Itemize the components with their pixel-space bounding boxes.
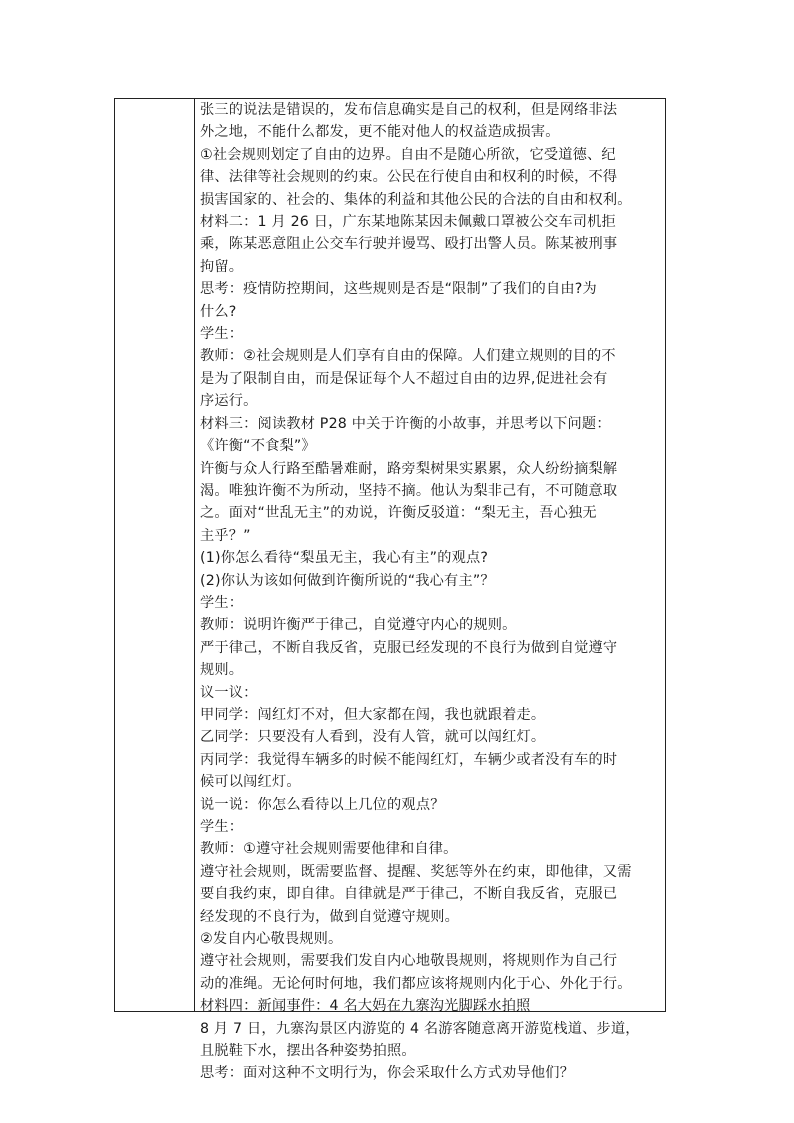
text-line: 8 月 7 日，九寨沟景区内游览的 4 名游客随意离开游览栈道、步道， bbox=[200, 1020, 640, 1037]
text-line: 材料四：新闻事件：4 名大妈在九寨沟光脚踩水拍照 bbox=[200, 998, 531, 1015]
text-line: 规则。 bbox=[200, 662, 244, 679]
text-line: 序运行。 bbox=[200, 393, 258, 410]
text-line: 乙同学：只要没有人看到，没有人管，就可以闯红灯。 bbox=[200, 729, 546, 746]
left-empty-cell bbox=[115, 99, 194, 1011]
text-line: 思考：疫情防控期间，这些规则是否是“限制”了我们的自由?为 bbox=[200, 281, 597, 298]
text-line: 学生： bbox=[200, 326, 244, 343]
text-line: 损害国家的、社会的、集体的利益和其他公民的合法的自由和权利。 bbox=[200, 191, 632, 208]
text-line: 渴。唯独许衡不为所动，坚持不摘。他认为梨非己有，不可随意取 bbox=[200, 482, 618, 499]
text-line: (2)你认为该如何做到许衡所说的“我心有主”？ bbox=[200, 572, 495, 589]
text-line: 外之地，不能什么都发，更不能对他人的权益造成损害。 bbox=[200, 124, 560, 141]
text-line: 是为了限制自由，而是保证每个人不超过自由的边界,促进社会有 bbox=[200, 370, 608, 387]
text-line: 张三的说法是错误的，发布信息确实是自己的权利，但是网络非法 bbox=[200, 102, 618, 118]
text-line: 律、法律等社会规则的约束。公民在行使自由和权利的时候，不得 bbox=[200, 169, 618, 186]
text-line: 严于律己，不断自我反省，克服已经发现的不良行为做到自觉遵守 bbox=[200, 639, 618, 656]
text-line: (1)你怎么看待“梨虽无主，我心有主”的观点? bbox=[200, 550, 489, 567]
text-line: 主乎？” bbox=[200, 527, 251, 544]
text-line: 材料二：1 月 26 日，广东某地陈某因未佩戴口罩被公交车司机拒 bbox=[200, 214, 616, 231]
text-line: 要自我约束，即自律。自律就是严于律己，不断自我反省，克服已 bbox=[200, 886, 618, 903]
text-line: ②发自内心敬畏规则。 bbox=[200, 931, 343, 948]
text-line: 乘，陈某恶意阻止公交车行驶并谩骂、殴打出警人员。陈某被刑事 bbox=[200, 236, 618, 253]
text-line: 动的准绳。无论何时何地，我们都应该将规则内化于心、外化于行。 bbox=[200, 975, 632, 992]
text-line: 思考：面对这种不文明行为，你会采取什么方式劝导他们？ bbox=[200, 1065, 575, 1082]
text-line: 之。面对“世乱无主”的劝说，许衡反驳道：“梨无主，吾心独无 bbox=[200, 505, 597, 522]
text-line: 丙同学：我觉得车辆多的时候不能闯红灯，车辆少或者没有车的时 bbox=[200, 751, 618, 768]
column-divider bbox=[194, 98, 195, 1012]
text-line: 且脱鞋下水，摆出各种姿势拍照。 bbox=[200, 1043, 416, 1060]
text-line: 教师：②社会规则是人们享有自由的保障。人们建立规则的目的不 bbox=[200, 348, 616, 365]
text-line: 遵守社会规则，既需要监督、提醒、奖惩等外在约束，即他律，又需 bbox=[200, 863, 632, 880]
text-line: 许衡与众人行路至酷暑难耐，路旁梨树果实累累，众人纷纷摘梨解 bbox=[200, 460, 618, 477]
text-line: 《许衡“不食梨”》 bbox=[200, 438, 316, 455]
text-line: 议一议： bbox=[200, 684, 258, 701]
text-line: 候可以闯红灯。 bbox=[200, 774, 301, 791]
text-line: ①社会规则划定了自由的边界。自由不是随心所欲，它受道德、纪 bbox=[200, 146, 616, 163]
text-line: 经发现的不良行为，做到自觉遵守规则。 bbox=[200, 908, 459, 925]
text-line: 拘留。 bbox=[200, 258, 244, 275]
text-line: 说一说：你怎么看待以上几位的观点？ bbox=[200, 796, 445, 813]
text-line: 教师：①遵守社会规则需要他律和自律。 bbox=[200, 841, 458, 858]
text-line: 学生： bbox=[200, 594, 244, 611]
text-line: 甲同学：闯红灯不对，但大家都在闯，我也就跟着走。 bbox=[200, 706, 546, 723]
text-line: 材料三：阅读教材 P28 中关于许衡的小故事，并思考以下问题： bbox=[200, 415, 611, 432]
text-line: 遵守社会规则，需要我们发自内心地敬畏规则，将规则作为自己行 bbox=[200, 953, 618, 970]
lesson-content bbox=[200, 99, 662, 1085]
text-line: 什么? bbox=[200, 303, 237, 320]
text-line: 学生： bbox=[200, 819, 244, 835]
text-line: 教师：说明许衡严于律己，自觉遵守内心的规则。 bbox=[200, 617, 517, 634]
